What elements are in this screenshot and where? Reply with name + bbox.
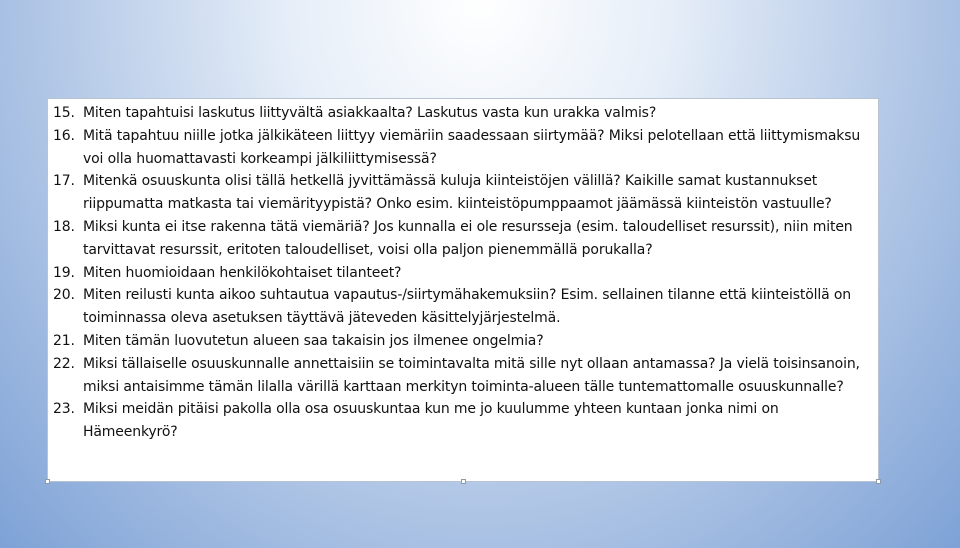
question-20 bbox=[53, 284, 874, 330]
question-text: Miksi kunta ei itse rakenna tätä viemäriä? Jos kunnalla ei ole resursseja (esim. taloudelliset resurssit), niin miten tarvittavat resurssit, eritoten taloudelliset, voisi olla paljon pienemmällä porukalla? bbox=[83, 218, 853, 258]
question-text: Mitenkä osuuskunta olisi tällä hetkellä jyvittämässä kuluja kiinteistöjen välillä? Kaikille samat kustannukset riippumatta matkasta tai viemärityypistä? Onko esim. kiinteistöpumppaamot jäämässä kiinteistön vastuulle? bbox=[83, 173, 832, 213]
question-15 bbox=[53, 102, 874, 125]
resize-handle-bottom-left[interactable] bbox=[45, 479, 50, 484]
question-18 bbox=[53, 216, 874, 262]
question-text: Miten reilusti kunta aikoo suhtautua vapautus-/siirtymähakemuksiin? Esim. sellainen tilanne että kiinteistöllä on toiminnassa oleva asetuksen täyttävä jäteveden käsittelyjärjestelmä. bbox=[83, 287, 851, 327]
question-number: 17. bbox=[53, 173, 75, 190]
question-number: 21. bbox=[53, 332, 75, 349]
question-19 bbox=[53, 262, 874, 285]
question-21 bbox=[53, 330, 874, 353]
question-number: 15. bbox=[53, 105, 75, 121]
question-text: Miten tämän luovutetun alueen saa takaisin jos ilmenee ongelmia? bbox=[83, 332, 544, 349]
question-text: Mitä tapahtuu niille jotka jälkikäteen liittyy viemäriin saadessaan siirtymää? Miksi pelotellaan että liittymismaksu voi olla huomattavasti korkeampi jälkiliittymisessä? bbox=[83, 127, 861, 167]
question-list bbox=[53, 102, 874, 444]
question-number: 19. bbox=[53, 264, 75, 281]
question-16 bbox=[53, 125, 874, 171]
question-number: 22. bbox=[53, 355, 75, 372]
question-17 bbox=[53, 170, 874, 216]
question-23 bbox=[53, 398, 874, 444]
question-number: 20. bbox=[53, 287, 75, 304]
resize-handle-bottom-middle[interactable] bbox=[461, 479, 466, 484]
question-22 bbox=[53, 353, 874, 399]
question-number: 18. bbox=[53, 218, 75, 235]
question-number: 23. bbox=[53, 401, 75, 418]
question-text: Miksi meidän pitäisi pakolla olla osa osuuskuntaa kun me jo kuulumme yhteen kuntaan jonka nimi on Hämeenkyrö? bbox=[83, 401, 779, 441]
question-text: Miten huomioidaan henkilökohtaiset tilanteet? bbox=[83, 264, 402, 281]
question-text: Miksi tällaiselle osuuskunnalle annettaisiin se toimintavalta mitä sille nyt ollaan antamassa? Ja vielä toisinsanoin, miksi antaisimme tämän lilalla värillä karttaan merkityn toiminta-alueen tälle tuntemattomalle osuuskunnalle? bbox=[83, 355, 860, 395]
question-text: Miten tapahtuisi laskutus liittyvältä asiakkaalta? Laskutus vasta kun urakka valmis? bbox=[83, 105, 657, 121]
question-list-image bbox=[47, 98, 879, 482]
resize-handle-bottom-right[interactable] bbox=[876, 479, 881, 484]
question-number: 16. bbox=[53, 127, 75, 144]
